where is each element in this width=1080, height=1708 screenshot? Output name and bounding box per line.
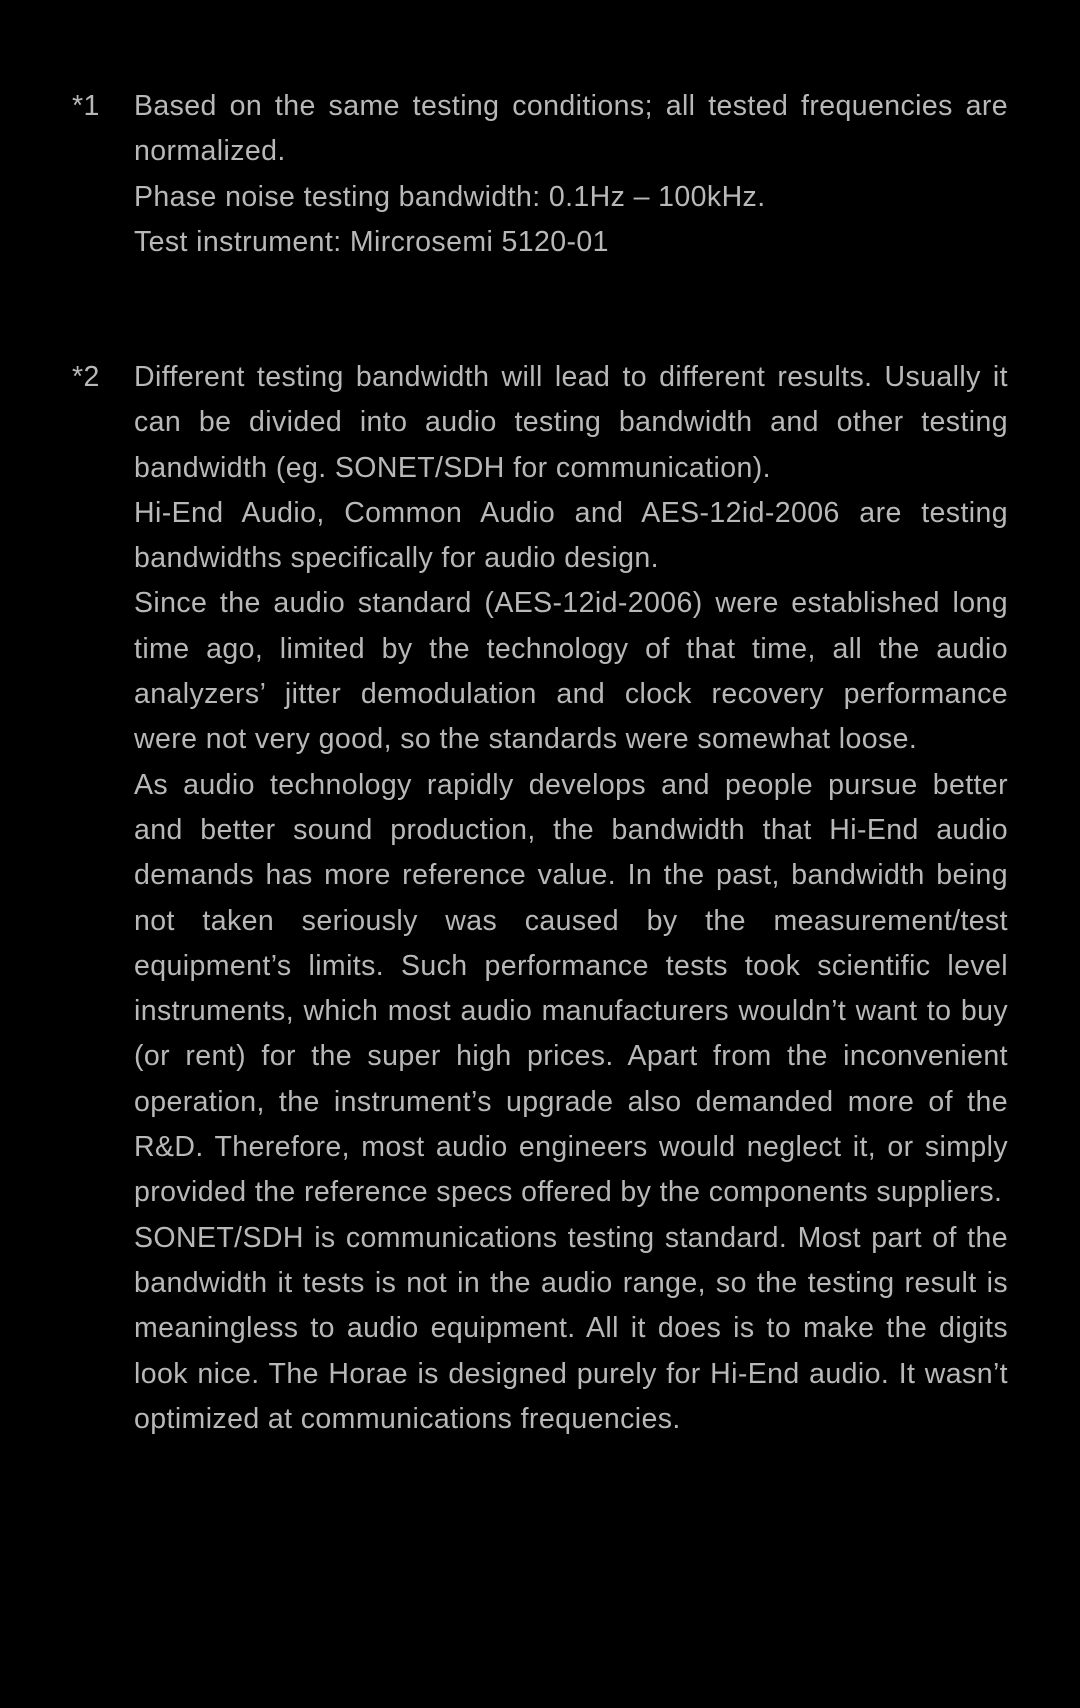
footnote-paragraph: As audio technology rapidly develops and people pursue better and better sound production, the bandwidth that Hi-End audio demands has more reference value. In the past, bandwidth being not taken seriously was caused by the measurement/test equipment’s limits. Such performance tests took scientific level instruments, which most audio manufacturers wouldn’t want to buy (or rent) for the super high prices. Apart from the inconvenient operation, the instrument’s upgrade also demanded more of the R&D. Therefore, most audio engineers would neglect it, or simply provided the reference specs offered by the components suppliers. <box>134 768 1008 1209</box>
footnote-2 <box>72 355 1008 1442</box>
footnote-marker: *1 <box>72 90 100 122</box>
footnote-paragraph: Hi-End Audio, Common Audio and AES-12id-2006 are testing bandwidths specifically for audio design. <box>134 496 1008 575</box>
footnote-paragraph: Phase noise testing bandwidth: 0.1Hz – 100kHz. <box>134 180 766 213</box>
footnote-1 <box>72 84 1008 265</box>
footnote-body <box>134 84 1008 265</box>
footnote-paragraph: Since the audio standard (AES-12id-2006) were established long time ago, limited by the technology of that time, all the audio analyzers’ jitter demodulation and clock recovery performance were not very good, so the standards were somewhat loose. <box>134 587 1008 756</box>
footnote-paragraph: SONET/SDH is communications testing standard. Most part of the bandwidth it tests is not in the audio range, so the testing result is meaningless to audio equipment. All it does is to make the digits look nice. The Horae is designed purely for Hi-End audio. It wasn’t optimized at communications frequencies. <box>134 1221 1008 1435</box>
footnote-paragraph: Test instrument: Mircrosemi 5120-01 <box>134 225 609 258</box>
footnote-paragraph: Different testing bandwidth will lead to different results. Usually it can be divided into audio testing bandwidth and other testing bandwidth (eg. SONET/SDH for communication). <box>134 361 1008 484</box>
footnote-body <box>134 355 1008 1442</box>
footnote-paragraph: Based on the same testing conditions; all tested frequencies are normalized. <box>134 90 1008 168</box>
footnote-marker: *2 <box>72 361 100 393</box>
